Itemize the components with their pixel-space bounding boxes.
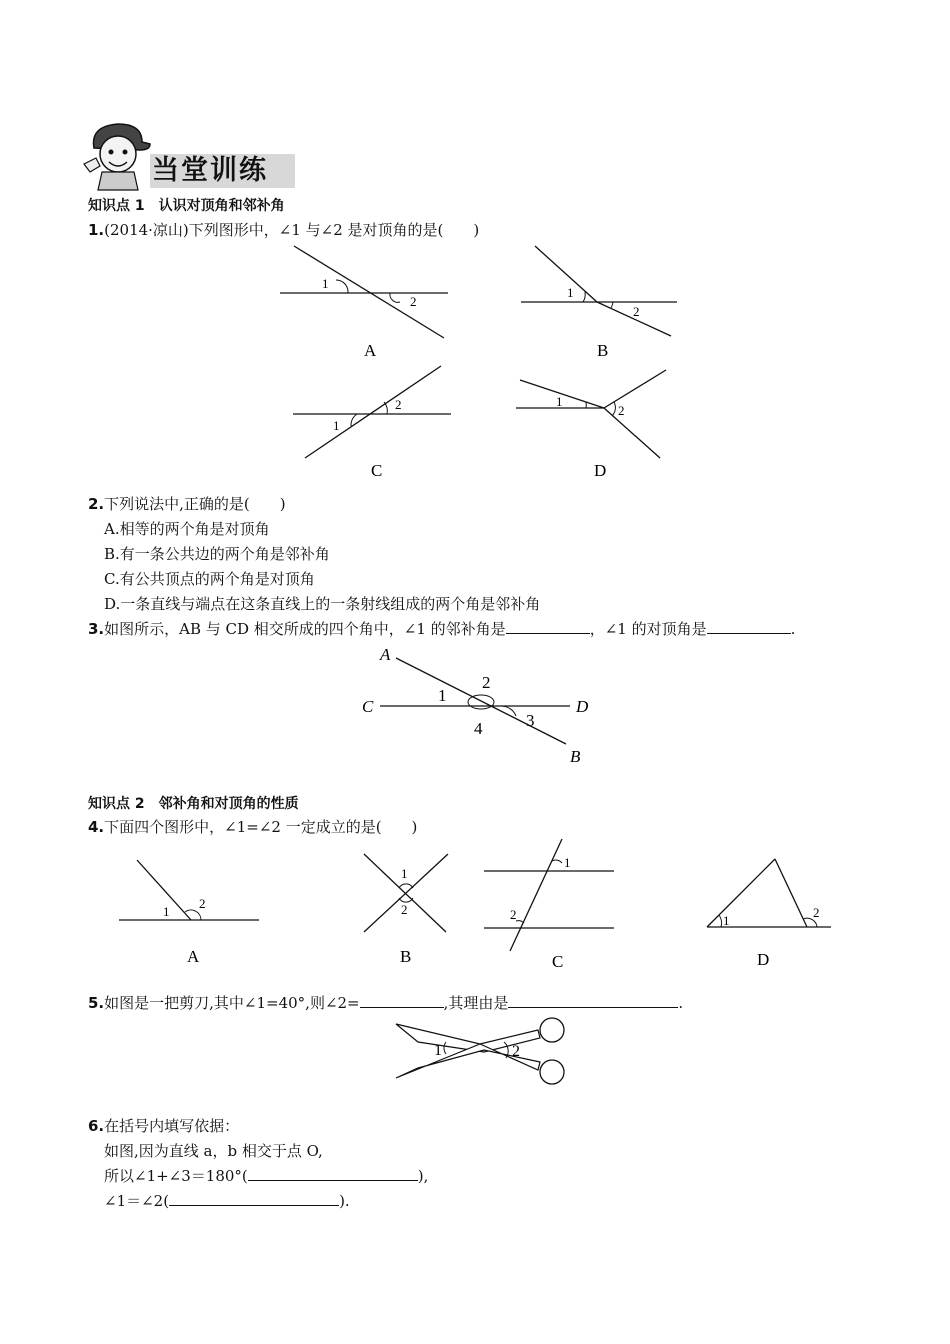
question-5-text-a: 如图是一把剪刀,其中∠1=40°,则∠2= [104,994,360,1012]
q4-figure-a [115,840,265,970]
question-3-text-b: ，∠1 的对顶角是 [589,620,707,638]
q4-figure-d [703,845,843,975]
q1b-angle-2: 2 [633,304,640,319]
q2-option-c: C.有公共顶点的两个角是对顶角 [104,570,315,588]
q1c-angle-2: 2 [395,397,402,412]
q4-option-a: A [187,947,200,966]
q4a-angle-2: 2 [199,896,206,911]
q5-blank-angle[interactable] [360,993,444,1008]
q6-line-3-b: ). [339,1192,350,1210]
question-6 [88,1116,239,1136]
q6-line-3 [104,1191,350,1211]
q1d-angle-2: 2 [618,403,625,418]
section-2-heading: 知识点 2 邻补角和对顶角的性质 [88,796,299,812]
q6-line-1: 如图,因为直线 a，b 相交于点 O, [104,1142,323,1160]
q4a-angle-1: 1 [163,904,170,919]
q3-blank-vertical[interactable] [707,619,791,634]
q3-angle-3: 3 [526,711,535,730]
q5-angle-1: 1 [434,1042,442,1059]
q3-label-a: A [380,645,391,664]
q2-option-b: B.有一条公共边的两个角是邻补角 [104,545,330,563]
question-4-text: 下面四个图形中，∠1=∠2 一定成立的是( ) [104,818,418,836]
q4d-angle-1: 1 [723,913,730,928]
question-5-number: 5. [88,994,105,1012]
question-1 [88,220,479,240]
q1-figure-d [510,362,710,482]
q2-option-a: A.相等的两个角是对顶角 [104,520,270,538]
q4-option-c: C [552,952,564,971]
q1-figure-b [515,242,715,362]
q1b-angle-1: 1 [567,285,574,300]
section-1-heading: 知识点 1 认识对顶角和邻补角 [88,198,285,214]
question-3 [88,619,795,639]
q6-blank-2[interactable] [169,1191,339,1206]
q5-blank-reason[interactable] [508,993,678,1008]
q4-option-b: B [400,947,412,966]
question-5 [88,993,683,1013]
q6-line-3-a: ∠1＝∠2( [104,1192,170,1210]
q3-figure [356,640,616,770]
q1a-angle-1: 1 [322,276,329,291]
question-4 [88,817,417,837]
question-2 [88,494,286,514]
question-2-number: 2. [88,495,105,513]
q3-label-d: D [576,697,589,716]
q1-option-b: B [597,341,609,360]
question-3-text-a: 如图所示，AB 与 CD 相交所成的四个角中，∠1 的邻补角是 [104,620,506,638]
q3-angle-4: 4 [474,719,483,738]
question-5-text-b: ,其理由是 [443,994,509,1012]
q6-line-2 [104,1166,428,1186]
q1a-angle-2: 2 [410,294,417,309]
q1d-angle-1: 1 [556,394,563,409]
q6-blank-1[interactable] [248,1166,418,1181]
q1c-angle-1: 1 [333,418,340,433]
q3-angle-1: 1 [438,686,447,705]
q2-option-d: D.一条直线与端点在这条直线上的一条射线组成的两个角是邻补角 [104,595,541,613]
q6-line-2-b: ), [417,1167,429,1185]
q4d-angle-2: 2 [813,905,820,920]
question-1-text: (2014·凉山)下列图形中，∠1 与∠2 是对顶角的是( ) [104,221,480,239]
banner [80,118,295,190]
scissors-figure [388,1012,588,1092]
question-4-number: 4. [88,818,105,836]
q4-figure-c [480,835,630,975]
q3-label-c: C [362,697,374,716]
question-6-text: 在括号内填写依据： [104,1117,240,1135]
q1-option-a: A [364,341,377,360]
question-5-text-end: . [678,994,684,1012]
question-3-number: 3. [88,620,105,638]
q6-line-2-a: 所以∠1+∠3＝180°( [104,1167,248,1185]
banner-title: 当堂训练 [152,155,268,186]
q1-figure-a [272,242,472,362]
q4b-angle-1: 1 [401,866,408,881]
question-1-number: 1. [88,221,105,239]
question-2-text: 下列说法中,正确的是( ) [104,495,286,513]
q4c-angle-2: 2 [510,907,517,922]
question-3-text-end: . [790,620,796,638]
q3-angle-2: 2 [482,673,491,692]
q3-blank-adjacent[interactable] [506,619,590,634]
q1-figure-c [285,362,485,482]
question-6-number: 6. [88,1117,105,1135]
q4-figure-b [356,840,456,970]
q3-label-b: B [570,747,581,766]
q4b-angle-2: 2 [401,902,408,917]
q1-option-c: C [371,461,383,480]
q5-angle-2: 2 [512,1043,520,1060]
q1-option-d: D [594,461,607,480]
q4-option-d: D [757,950,770,969]
cartoon-boy-icon [80,118,160,190]
q4c-angle-1: 1 [564,855,571,870]
